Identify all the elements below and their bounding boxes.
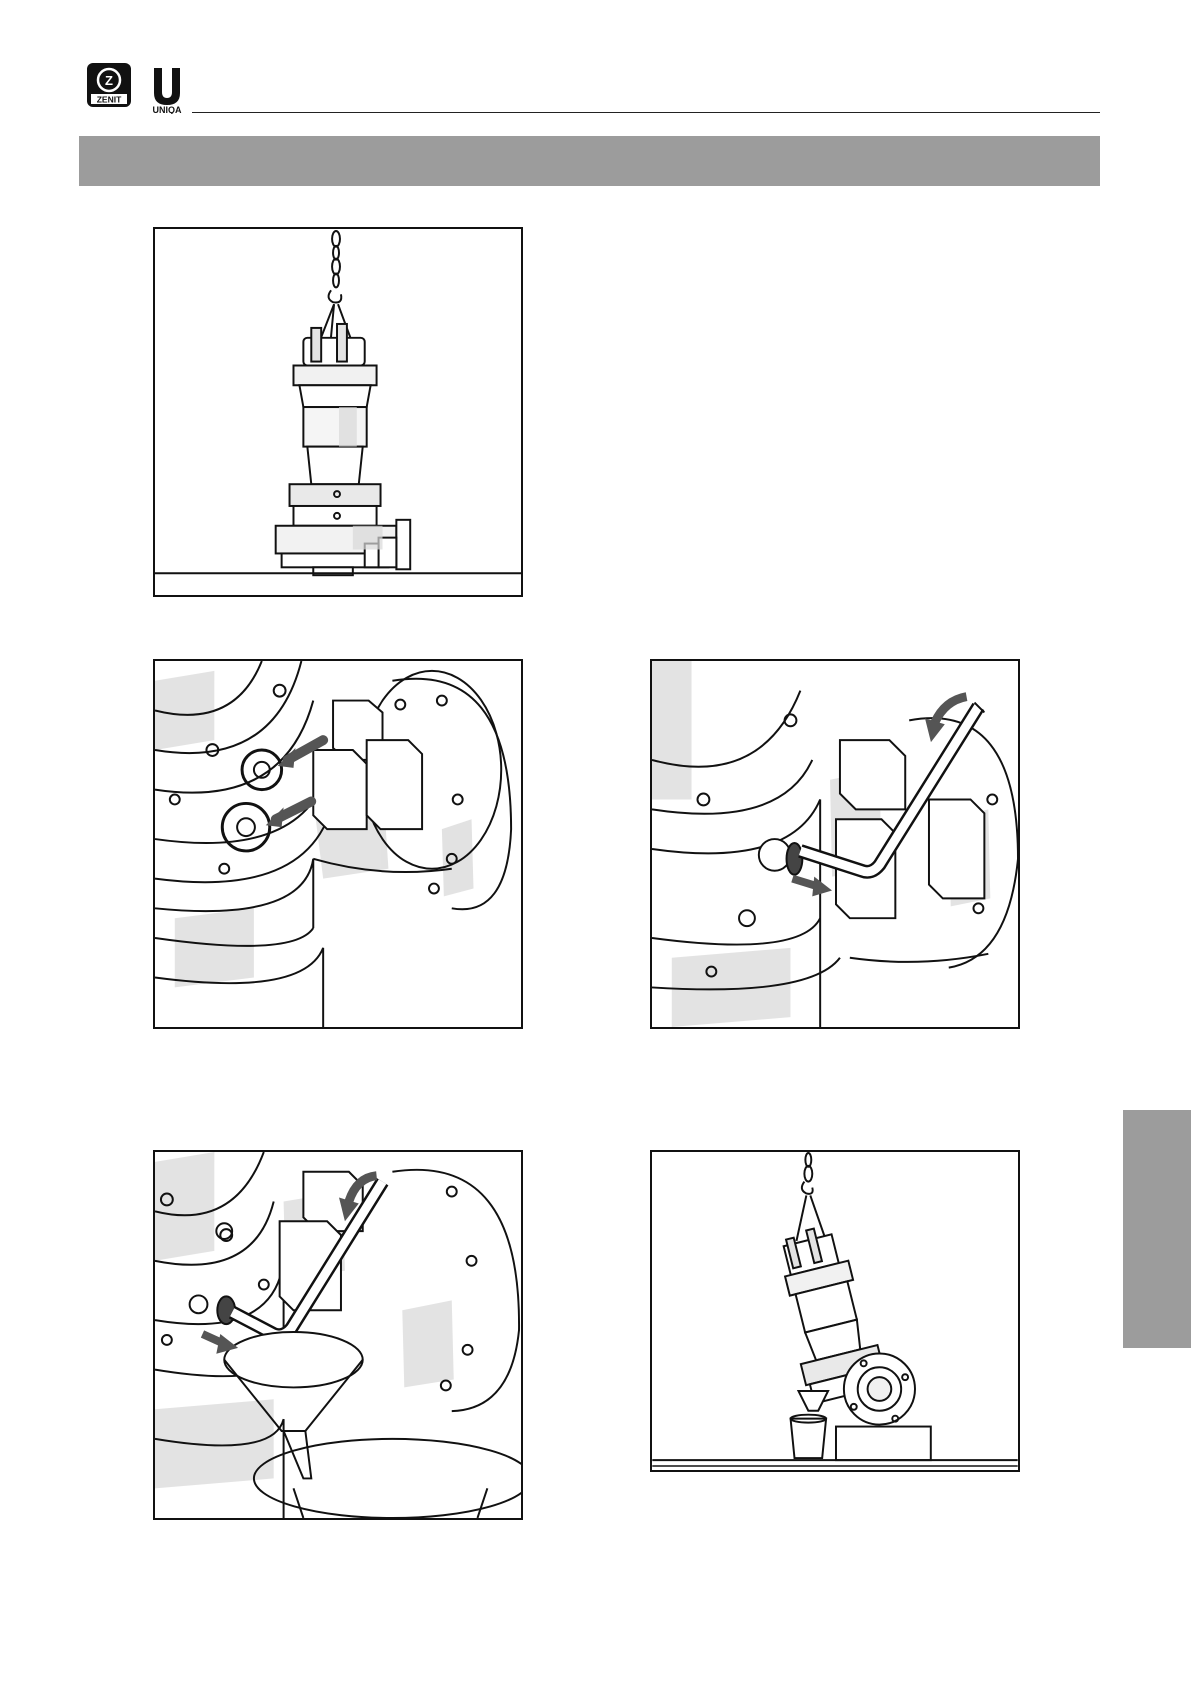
svg-text:Z: Z bbox=[105, 73, 113, 88]
figure-pump-tilted-drain bbox=[650, 1150, 1020, 1472]
uniqa-logo bbox=[142, 62, 192, 114]
header-rule bbox=[192, 112, 1100, 113]
section-title-band bbox=[79, 136, 1100, 186]
figure-hex-key-unscrew bbox=[650, 659, 1020, 1029]
section-side-tab bbox=[1123, 1110, 1191, 1348]
zenit-logo-text: ZENIT bbox=[96, 94, 122, 105]
figure-oil-plugs bbox=[153, 659, 523, 1029]
figure-oil-drain-funnel bbox=[153, 1150, 523, 1520]
figure-pump-lifting bbox=[153, 227, 523, 597]
uniqa-logo-text: UNIQA bbox=[152, 105, 182, 114]
zenit-logo bbox=[86, 62, 132, 108]
